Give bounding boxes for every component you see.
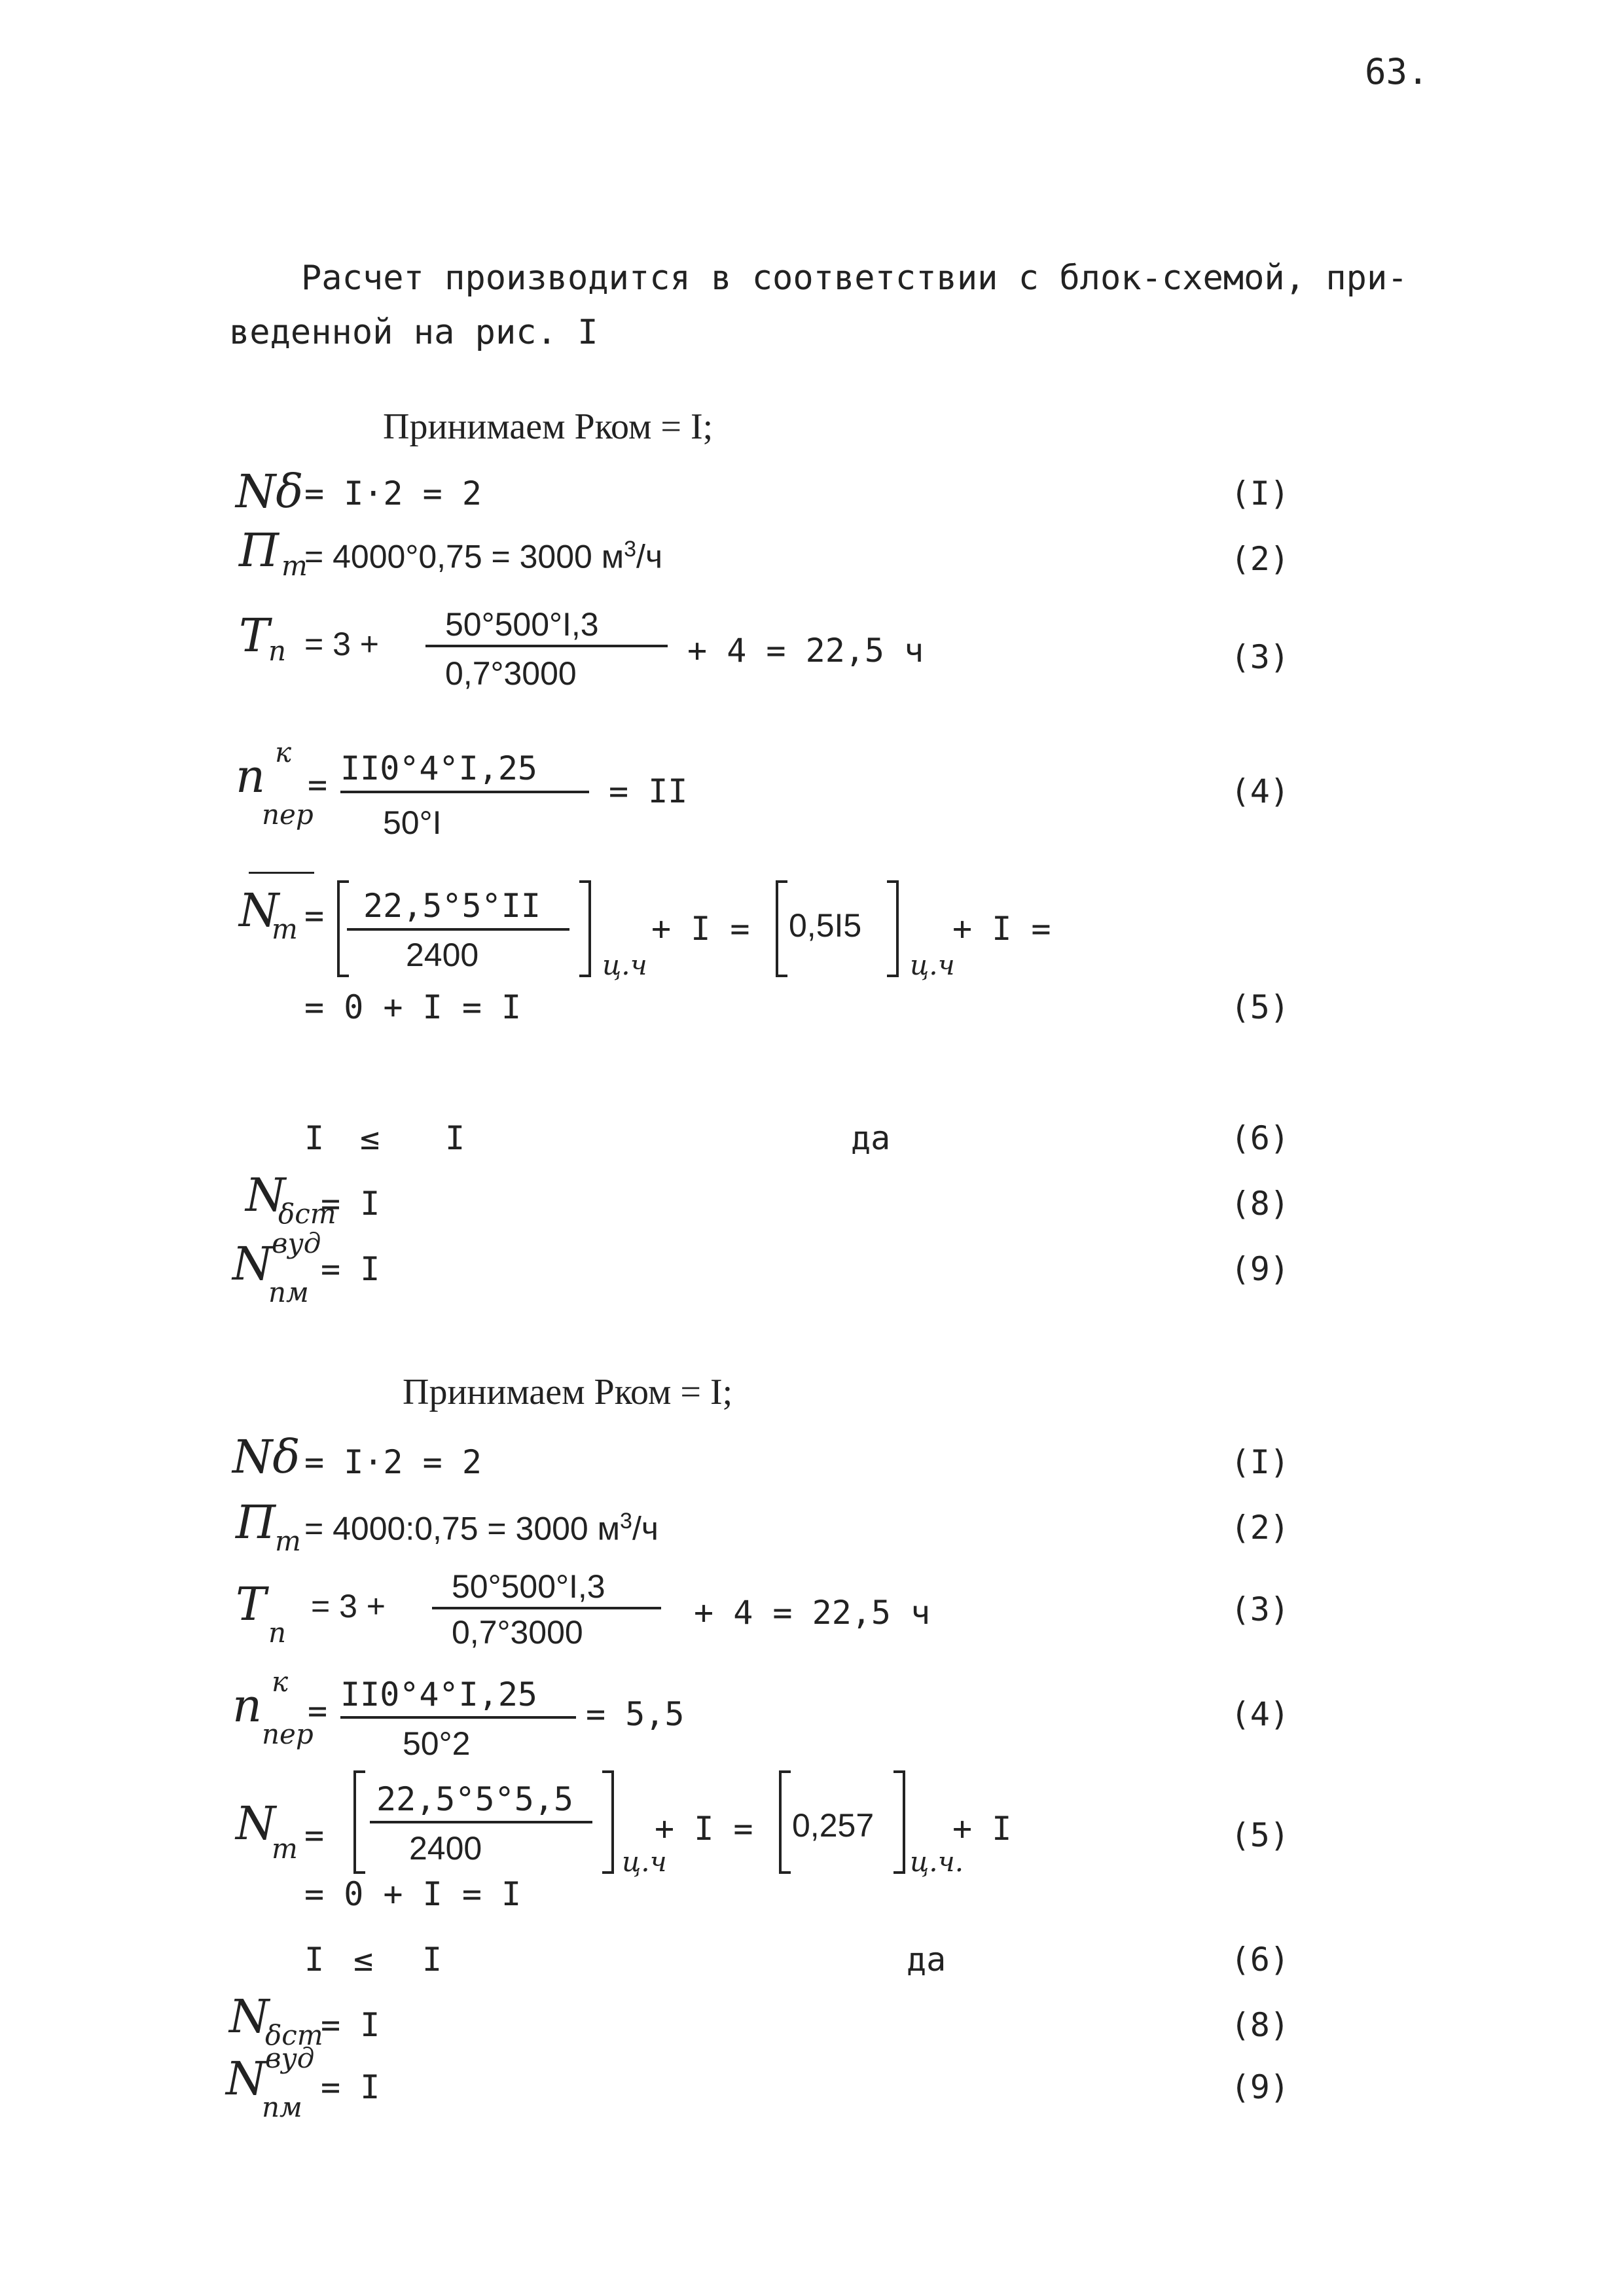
block1-eq6-rhs: I <box>445 1119 465 1157</box>
block1-eq5-right-bracket <box>579 880 591 977</box>
block1-eq4-numerator: II0°4°I,25 <box>340 749 538 787</box>
block2-eq5-left-bracket-2 <box>779 1770 791 1874</box>
block1-eq5-right-bracket-2 <box>887 880 899 977</box>
block1-eq3-rhs-a: = 3 + <box>304 626 379 662</box>
block2-eq2-rhs: = 4000:0,75 = 3000 $м^3/ч$ <box>304 1509 659 1547</box>
block2-eq6-lhs: I <box>304 1941 325 1979</box>
block1-eq5-line2: = 0 + I = I <box>304 988 522 1026</box>
block1-eq8-number: (8) <box>1230 1185 1290 1223</box>
block1-eq3-rhs-b: + 4 = 22,5 ч <box>687 632 924 670</box>
block1-eq5-denominator: 2400 <box>406 937 479 973</box>
block2-eq8-lhs-sub: δст <box>265 2019 323 2051</box>
block2-eq5-equals: = <box>304 1816 325 1854</box>
block2-eq8-rhs: = I <box>321 2006 380 2044</box>
block1-eq3-lhs: T <box>239 609 270 662</box>
block1-eq1-number: (I) <box>1230 475 1290 512</box>
block1-eq8-rhs: = I <box>321 1185 380 1223</box>
block1-eq3-denominator: 0,7°3000 <box>445 655 577 692</box>
block2-eq5-numerator: 22,5°5°5,5 <box>376 1780 574 1818</box>
block2-eq3-number: (3) <box>1230 1590 1290 1628</box>
block1-eq5-sub: ц.ч <box>602 949 647 981</box>
block1-eq5-number: (5) <box>1230 988 1290 1026</box>
block1-eq3-number: (3) <box>1230 638 1290 676</box>
block2-eq4-number: (4) <box>1230 1695 1290 1733</box>
block1-eq5-equals: = <box>304 897 325 935</box>
block2-eq5-fraction-bar <box>370 1821 592 1823</box>
block2-eq5-right-bracket <box>602 1770 614 1874</box>
block2-eq9-lhs: N <box>226 2052 266 2106</box>
block2-eq5-number: (5) <box>1230 1816 1290 1854</box>
block2-eq9-rhs: = I <box>321 2068 380 2106</box>
block2-eq3-rhs-a: = 3 + <box>311 1588 386 1624</box>
block1-eq3-fraction-bar <box>425 645 668 647</box>
block2-eq4-fraction-bar <box>340 1716 576 1719</box>
block2-eq1-rhs: = I·2 = 2 <box>304 1443 482 1481</box>
block2-eq8-number: (8) <box>1230 2006 1290 2044</box>
block1-eq9-lhs-sup: вуд <box>272 1227 321 1259</box>
block2-eq4-numerator: II0°4°I,25 <box>340 1676 538 1713</box>
page-number: 63. <box>1365 51 1429 92</box>
block2-eq5-line2: = 0 + I = I <box>304 1875 522 1913</box>
block1-eq1-lhs: Nδ <box>236 465 304 518</box>
block2-eq5-sub-2: ц.ч. <box>910 1846 964 1878</box>
block2-eq5-left-bracket <box>353 1770 365 1874</box>
block2-eq2-number: (2) <box>1230 1509 1290 1547</box>
block2-eq9-lhs-sub: пм <box>262 2091 302 2123</box>
block1-eq9-lhs-sub: пм <box>268 1276 309 1308</box>
block2-eq5-lhs-sub: т <box>272 1833 298 1865</box>
block1-eq8-lhs: N <box>245 1168 286 1222</box>
block2-eq4-rhs: = 5,5 <box>586 1695 685 1733</box>
block2-eq1-lhs: Nδ <box>232 1430 300 1484</box>
block1-eq5-mid: + I = <box>651 910 750 948</box>
block1-eq5-inner: 0,5I5 <box>789 907 862 944</box>
block1-eq2-lhs: П <box>239 524 280 577</box>
block1-eq5-fraction-bar <box>347 928 569 931</box>
block2-eq3-lhs: T <box>236 1577 266 1631</box>
block2-eq3-denominator: 0,7°3000 <box>452 1614 583 1651</box>
block1-eq4-number: (4) <box>1230 772 1290 810</box>
block2-eq4-lhs: n <box>232 1679 262 1732</box>
block1-eq9-number: (9) <box>1230 1250 1290 1288</box>
intro-line-2: веденной на рис. I <box>229 313 598 352</box>
block1-eq2-number: (2) <box>1230 540 1290 578</box>
block2-eq5-denominator: 2400 <box>409 1830 482 1867</box>
block1-eq6-operator: ≤ <box>360 1119 380 1157</box>
block1-eq6-answer: да <box>851 1119 891 1157</box>
block1-eq9-rhs: = I <box>321 1250 380 1288</box>
block1-eq5-tail: + I = <box>952 910 1051 948</box>
block2-eq6-number: (6) <box>1230 1941 1290 1979</box>
block2-eq9-number: (9) <box>1230 2068 1290 2106</box>
block1-eq4-lhs-sup: к <box>275 736 292 768</box>
block2-eq4-equals: = <box>308 1692 328 1730</box>
block1-eq3-numerator: 50°500°I,3 <box>445 606 599 643</box>
block2-eq3-rhs-b: + 4 = 22,5 ч <box>694 1594 931 1632</box>
block1-eq4-lhs: n <box>236 749 266 803</box>
block2-eq6-operator: ≤ <box>353 1941 374 1979</box>
block2-eq5-inner: 0,257 <box>792 1807 875 1844</box>
block1-eq4-lhs-sub: пер <box>262 798 314 831</box>
block1-eq6-lhs: I <box>304 1119 325 1157</box>
block1-eq4-equals: = <box>308 766 328 804</box>
block2-eq6-answer: да <box>907 1941 947 1979</box>
block1-eq6-number: (6) <box>1230 1119 1290 1157</box>
block2-eq5-tail: + I <box>952 1810 1012 1848</box>
block2-eq5-sub: ц.ч <box>622 1846 667 1878</box>
block2-eq2-lhs-sub: т <box>275 1525 301 1557</box>
block2-eq8-lhs: N <box>229 1990 270 2043</box>
block1-eq2-lhs-sub: т <box>281 550 308 582</box>
block1-eq5-left-bracket-2 <box>776 880 787 977</box>
block1-eq1-rhs: = I·2 = 2 <box>304 475 482 512</box>
block2-eq5-right-bracket-2 <box>893 1770 905 1874</box>
block1-heading: Принимаем Pком = I; <box>383 406 713 447</box>
block1-eq5-overline <box>249 872 314 874</box>
block2-eq4-denominator: 50°2 <box>403 1725 471 1762</box>
intro-line-1: Расчет производится в соответствии с блок-схемой, при- <box>301 259 1408 298</box>
block2-eq2-lhs: П <box>236 1496 276 1549</box>
block2-heading: Принимаем Pком = I; <box>403 1372 733 1412</box>
block1-eq4-fraction-bar <box>340 791 589 793</box>
block2-eq3-numerator: 50°500°I,3 <box>452 1568 605 1605</box>
block2-eq1-number: (I) <box>1230 1443 1290 1481</box>
block2-eq4-lhs-sup: к <box>272 1666 289 1698</box>
block2-eq5-lhs: N <box>236 1797 276 1850</box>
block2-eq4-lhs-sub: пер <box>262 1718 314 1750</box>
block2-eq3-fraction-bar <box>432 1607 661 1609</box>
block1-eq5-numerator: 22,5°5°II <box>363 887 541 925</box>
block1-eq2-rhs: = 4000°0,75 = 3000 $м^3/ч$ <box>304 537 662 575</box>
block1-eq3-lhs-sub: п <box>268 635 287 667</box>
block1-eq4-rhs: = II <box>609 772 688 810</box>
block1-eq5-sub-2: ц.ч <box>910 949 955 981</box>
block1-eq5-lhs: N <box>239 884 280 937</box>
block2-eq3-lhs-sub: п <box>268 1617 287 1649</box>
block2-eq9-lhs-sup: вуд <box>265 2042 315 2074</box>
block2-eq5-mid: + I = <box>655 1810 753 1848</box>
block2-eq6-rhs: I <box>422 1941 442 1979</box>
block1-eq4-denominator: 50°I <box>383 804 442 841</box>
block1-eq5-lhs-sub: т <box>272 913 298 945</box>
block1-eq9-lhs: N <box>232 1237 273 1291</box>
block1-eq8-lhs-sub: δст <box>278 1198 336 1230</box>
